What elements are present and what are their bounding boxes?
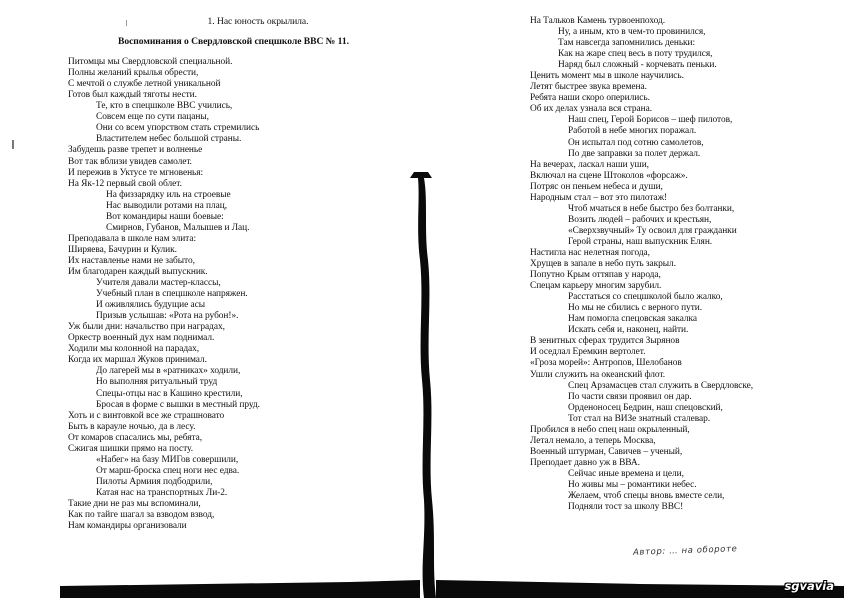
- poem-line: Спецам карьеру многим зарубил.: [530, 281, 662, 292]
- poem-line: Ушли служить на океанский флот.: [530, 369, 666, 380]
- poem-line: Наряд был сложный - корчевать пеньки.: [558, 60, 717, 71]
- poem-line: Но мы не сбились с верного пути.: [568, 303, 703, 314]
- poem-line: По части связи проявил он дар.: [568, 391, 692, 402]
- poem-line: Летал немало, а теперь Москва,: [530, 435, 656, 446]
- poem-line: Совсем еще по сути пацаны,: [96, 112, 209, 123]
- poem-line: Попутно Крым оттяпав у народа,: [530, 270, 661, 281]
- poem-line: Ну, а иным, кто в чем-то провинился,: [558, 27, 706, 38]
- poem-line: Работой в небе многих поражал.: [568, 126, 697, 137]
- poem-line: Настигла нас нелетная погода,: [530, 247, 650, 258]
- poem-title: Воспоминания о Свердловской спецшколе ВВС № 11.: [118, 36, 349, 48]
- poem-line: Когда их маршал Жуков принимал.: [68, 355, 207, 366]
- poem-line: Военный штурман, Савичев – ученый,: [530, 446, 683, 457]
- poem-line: На вечерах, ласкал наши уши,: [530, 159, 649, 170]
- poem-line: «Сверхзвучный» Ту освоил для гражданки: [568, 225, 737, 236]
- poem-line: В зенитных сферах трудится Зырянов: [530, 336, 680, 347]
- poem-line: Учебный план в спецшколе напряжен.: [96, 289, 248, 300]
- poem-line: Спец Арзамасцев стал служить в Свердловске,: [568, 380, 754, 391]
- poem-line: Нас выводили ротами на плац,: [106, 200, 228, 211]
- poem-line: Летят быстрее звука времена.: [530, 82, 647, 93]
- poem-line: Ребята наши скоро оперились.: [530, 93, 650, 104]
- poem-line: На Як-12 первый свой облет.: [68, 178, 182, 189]
- poem-line: Вот командиры наши боевые:: [106, 211, 224, 222]
- poem-line: Полны желаний крылья обрести,: [68, 68, 199, 79]
- poem-line: Включал на сцене Штоколов «форсаж».: [530, 170, 688, 181]
- poem-line: Забудешь разве трепет и волненье: [68, 145, 203, 156]
- poem-line: Об их делах узнала вся страна.: [530, 104, 653, 115]
- poem-line: «Гроза морей»: Антропов, Шелобанов: [530, 358, 682, 369]
- handwritten-note: Автор: … на обороте: [632, 544, 738, 558]
- poem-line: Ширяева, Бачурин и Кулик.: [68, 244, 177, 255]
- poem-line: С мечтой о службе летной уникальной: [68, 79, 221, 90]
- poem-line: Но выполняя ритуальный труд: [96, 377, 218, 388]
- poem-line: Бросая в форме с вышки в местный пруд.: [96, 399, 260, 410]
- poem-line: Оркестр военный дух нам поднимал.: [68, 333, 215, 344]
- poem-line: Быть в карауле ночью, да в лесу.: [68, 421, 196, 432]
- poem-line: Хоть и с винтовкой все же страшновато: [68, 410, 225, 421]
- poem-line: Они со всем упорством стать стремились: [96, 123, 260, 134]
- poem-line: Тот стал на ВИЗе знатный сталевар.: [568, 413, 711, 424]
- poem-line: Их наставленье нами не забыто,: [68, 255, 195, 266]
- right-column: [530, 16, 830, 513]
- poem-line: Преподает давно уж в ВВА.: [530, 457, 640, 468]
- poem-line: Учителя давали мастер-классы,: [96, 278, 221, 289]
- poem-line: Пробился в небо спец наш окрыленный,: [530, 424, 690, 435]
- poem-line: И пережив в Уктусе те мгновенья:: [68, 167, 204, 178]
- poem-line: Как на жаре спец весь в поту трудился,: [558, 49, 713, 60]
- poem-line: Питомцы мы Свердловской специальной.: [68, 57, 233, 68]
- poem-line: Ходили мы колонной на парадах,: [68, 344, 200, 355]
- poem-line: Потряс он пеньем небеса и души,: [530, 181, 663, 192]
- poem-line: Искать себя и, наконец, найти.: [568, 325, 689, 336]
- poem-line: Уж были дни: начальство при наградах,: [68, 322, 225, 333]
- poem-line: От комаров спасались мы, ребята,: [68, 432, 203, 443]
- poem-line: На физзарядку иль на строевые: [106, 189, 231, 200]
- poem-line: Пилоты Армиия подбодрили,: [96, 476, 213, 487]
- poem-line: И оживлялись будущие асы: [96, 300, 205, 311]
- poem-line: Он испытал под сотню самолетов,: [568, 137, 704, 148]
- poem-line: Расстаться со спецшколой было жалко,: [568, 292, 723, 303]
- right-poem-text: [530, 16, 830, 513]
- left-poem-text: [68, 57, 428, 532]
- poem-line: Нам помогла спецовская закалка: [568, 314, 697, 325]
- poem-line: Возить людей – рабочих и крестьян,: [568, 214, 712, 225]
- poem-line: Хрущев в запале в небо путь закрыл.: [530, 259, 676, 270]
- poem-line: Им благодарен каждый выпускник.: [68, 266, 208, 277]
- poem-line: Нам командиры организовали: [68, 521, 187, 532]
- poem-line: От марш-броска спец ноги нес едва.: [96, 465, 240, 476]
- site-watermark: sgvavia: [784, 579, 834, 593]
- poem-line: Подняли тост за школу ВВС!: [568, 502, 684, 513]
- poem-line: Такие дни не раз мы вспоминали,: [68, 498, 201, 509]
- poem-line: Те, кто в спецшколе ВВС учились,: [96, 101, 233, 112]
- poem-line: Готов был каждый тяготы нести.: [68, 90, 197, 101]
- poem-line: Сейчас иные времена и цели,: [568, 468, 684, 479]
- poem-line: На Тальков Камень турвоенпоход.: [530, 16, 665, 26]
- poem-line: Герой страны, наш выпускник Елян.: [568, 236, 713, 247]
- poem-line: Чтоб мчаться в небе быстро без болтанки,: [568, 203, 735, 214]
- scan-speck: [12, 140, 14, 149]
- poem-line: Властителем небес большой страны.: [96, 134, 242, 145]
- left-column: [68, 16, 428, 532]
- poem-line: И оседлал Еремкин вертолет.: [530, 347, 646, 358]
- poem-line: Но живы мы – романтики небес.: [568, 479, 697, 490]
- poem-line: Смирнов, Губанов, Малышев и Лац.: [106, 222, 250, 233]
- poem-line: Ценить момент мы в школе научились.: [530, 71, 684, 82]
- poem-line: До лагерей мы в «ратниках» ходили,: [96, 366, 241, 377]
- poem-line: Желаем, чтоб спецы вновь вместе сели,: [568, 491, 725, 502]
- poem-line: Призыв услышав: «Рота на рубон!».: [96, 311, 239, 322]
- poem-line: Как по тайге шагал за взводом взвод,: [68, 510, 215, 521]
- poem-line: Спецы-отцы нас в Кашино крестили,: [96, 388, 243, 399]
- section-number: 1. Нас юность окрылила.: [207, 16, 309, 27]
- poem-line: Сжигая шишки прямо на посту.: [68, 443, 194, 454]
- poem-line: По две заправки за полет держал.: [568, 148, 701, 159]
- poem-line: Катая нас на транспортных Ли-2.: [96, 487, 228, 498]
- poem-line: Орденоносец Бедрин, наш спецовский,: [568, 402, 723, 413]
- poem-line: Вот так вблизи увидев самолет.: [68, 156, 192, 167]
- poem-line: Преподавала в школе нам элита:: [68, 233, 197, 244]
- poem-line: «Набег» на базу МИГов совершили,: [96, 454, 239, 465]
- poem-line: Там навсегда запомнились деньки:: [558, 38, 696, 49]
- poem-line: Народным стал – вот это пилотаж!: [530, 192, 668, 203]
- poem-line: Наш спец, Герой Борисов – шеф пилотов,: [568, 115, 733, 126]
